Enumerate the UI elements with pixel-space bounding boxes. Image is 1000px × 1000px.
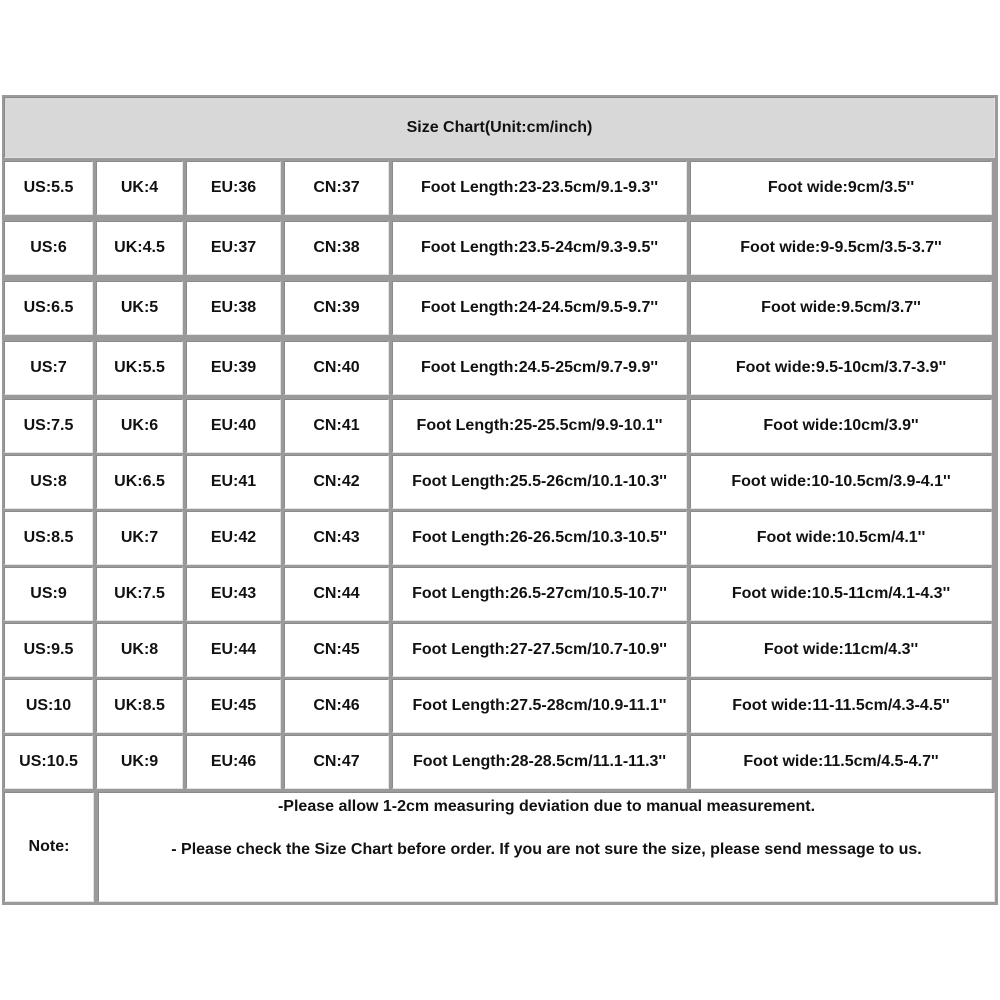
- eu-size-cell: EU:46: [186, 735, 281, 789]
- foot-length-cell: Foot Length:27-27.5cm/10.7-10.9'': [392, 623, 687, 677]
- cn-size-cell: CN:37: [284, 161, 389, 215]
- eu-size-cell: EU:37: [186, 221, 281, 275]
- uk-size-cell: UK:5: [96, 281, 183, 335]
- eu-size-cell: EU:44: [186, 623, 281, 677]
- foot-length-cell: Foot Length:28-28.5cm/11.1-11.3'': [392, 735, 687, 789]
- foot-wide-cell: Foot wide:9cm/3.5'': [690, 161, 992, 215]
- us-size-cell: US:9.5: [4, 623, 93, 677]
- foot-wide-cell: Foot wide:11cm/4.3'': [690, 623, 992, 677]
- us-size-cell: US:6: [4, 221, 93, 275]
- us-size-cell: US:8.5: [4, 511, 93, 565]
- eu-size-cell: EU:38: [186, 281, 281, 335]
- cn-size-cell: CN:46: [284, 679, 389, 733]
- foot-length-cell: Foot Length:23-23.5cm/9.1-9.3'': [392, 161, 687, 215]
- uk-size-cell: UK:4: [96, 161, 183, 215]
- cn-size-cell: CN:40: [284, 341, 389, 395]
- eu-size-cell: EU:39: [186, 341, 281, 395]
- uk-size-cell: UK:7: [96, 511, 183, 565]
- foot-wide-cell: Foot wide:10.5-11cm/4.1-4.3'': [690, 567, 992, 621]
- note-label: Note:: [4, 792, 94, 902]
- foot-length-cell: Foot Length:26.5-27cm/10.5-10.7'': [392, 567, 687, 621]
- note-line: - Please check the Size Chart before order. If you are not sure the size, please send message to us.: [171, 841, 922, 858]
- uk-size-cell: UK:8: [96, 623, 183, 677]
- uk-size-cell: UK:8.5: [96, 679, 183, 733]
- us-size-cell: US:6.5: [4, 281, 93, 335]
- eu-size-cell: EU:40: [186, 399, 281, 453]
- eu-size-cell: EU:41: [186, 455, 281, 509]
- eu-size-cell: EU:36: [186, 161, 281, 215]
- eu-size-cell: EU:45: [186, 679, 281, 733]
- foot-wide-cell: Foot wide:9-9.5cm/3.5-3.7'': [690, 221, 992, 275]
- foot-length-cell: Foot Length:25-25.5cm/9.9-10.1'': [392, 399, 687, 453]
- table-title: Size Chart(Unit:cm/inch): [4, 97, 995, 158]
- note-body: [98, 792, 995, 902]
- uk-size-cell: UK:6: [96, 399, 183, 453]
- foot-length-cell: Foot Length:27.5-28cm/10.9-11.1'': [392, 679, 687, 733]
- us-size-cell: US:8: [4, 455, 93, 509]
- foot-wide-cell: Foot wide:10.5cm/4.1'': [690, 511, 992, 565]
- foot-wide-cell: Foot wide:10-10.5cm/3.9-4.1'': [690, 455, 992, 509]
- cn-size-cell: CN:38: [284, 221, 389, 275]
- note-line: -Please allow 1-2cm measuring deviation due to manual measurement.: [277, 798, 816, 815]
- cn-size-cell: CN:41: [284, 399, 389, 453]
- size-chart-table: [2, 95, 998, 905]
- foot-length-cell: Foot Length:24.5-25cm/9.7-9.9'': [392, 341, 687, 395]
- foot-length-cell: Foot Length:26-26.5cm/10.3-10.5'': [392, 511, 687, 565]
- cn-size-cell: CN:44: [284, 567, 389, 621]
- foot-length-cell: Foot Length:24-24.5cm/9.5-9.7'': [392, 281, 687, 335]
- cn-size-cell: CN:47: [284, 735, 389, 789]
- uk-size-cell: UK:9: [96, 735, 183, 789]
- foot-wide-cell: Foot wide:10cm/3.9'': [690, 399, 992, 453]
- us-size-cell: US:9: [4, 567, 93, 621]
- foot-length-cell: Foot Length:23.5-24cm/9.3-9.5'': [392, 221, 687, 275]
- cn-size-cell: CN:45: [284, 623, 389, 677]
- foot-wide-cell: Foot wide:11-11.5cm/4.3-4.5'': [690, 679, 992, 733]
- uk-size-cell: UK:5.5: [96, 341, 183, 395]
- foot-length-cell: Foot Length:25.5-26cm/10.1-10.3'': [392, 455, 687, 509]
- us-size-cell: US:10.5: [4, 735, 93, 789]
- us-size-cell: US:7.5: [4, 399, 93, 453]
- cn-size-cell: CN:42: [284, 455, 389, 509]
- us-size-cell: US:5.5: [4, 161, 93, 215]
- foot-wide-cell: Foot wide:9.5cm/3.7'': [690, 281, 992, 335]
- foot-wide-cell: Foot wide:11.5cm/4.5-4.7'': [690, 735, 992, 789]
- cn-size-cell: CN:39: [284, 281, 389, 335]
- foot-wide-cell: Foot wide:9.5-10cm/3.7-3.9'': [690, 341, 992, 395]
- uk-size-cell: UK:4.5: [96, 221, 183, 275]
- uk-size-cell: UK:7.5: [96, 567, 183, 621]
- us-size-cell: US:7: [4, 341, 93, 395]
- cn-size-cell: CN:43: [284, 511, 389, 565]
- eu-size-cell: EU:42: [186, 511, 281, 565]
- uk-size-cell: UK:6.5: [96, 455, 183, 509]
- us-size-cell: US:10: [4, 679, 93, 733]
- eu-size-cell: EU:43: [186, 567, 281, 621]
